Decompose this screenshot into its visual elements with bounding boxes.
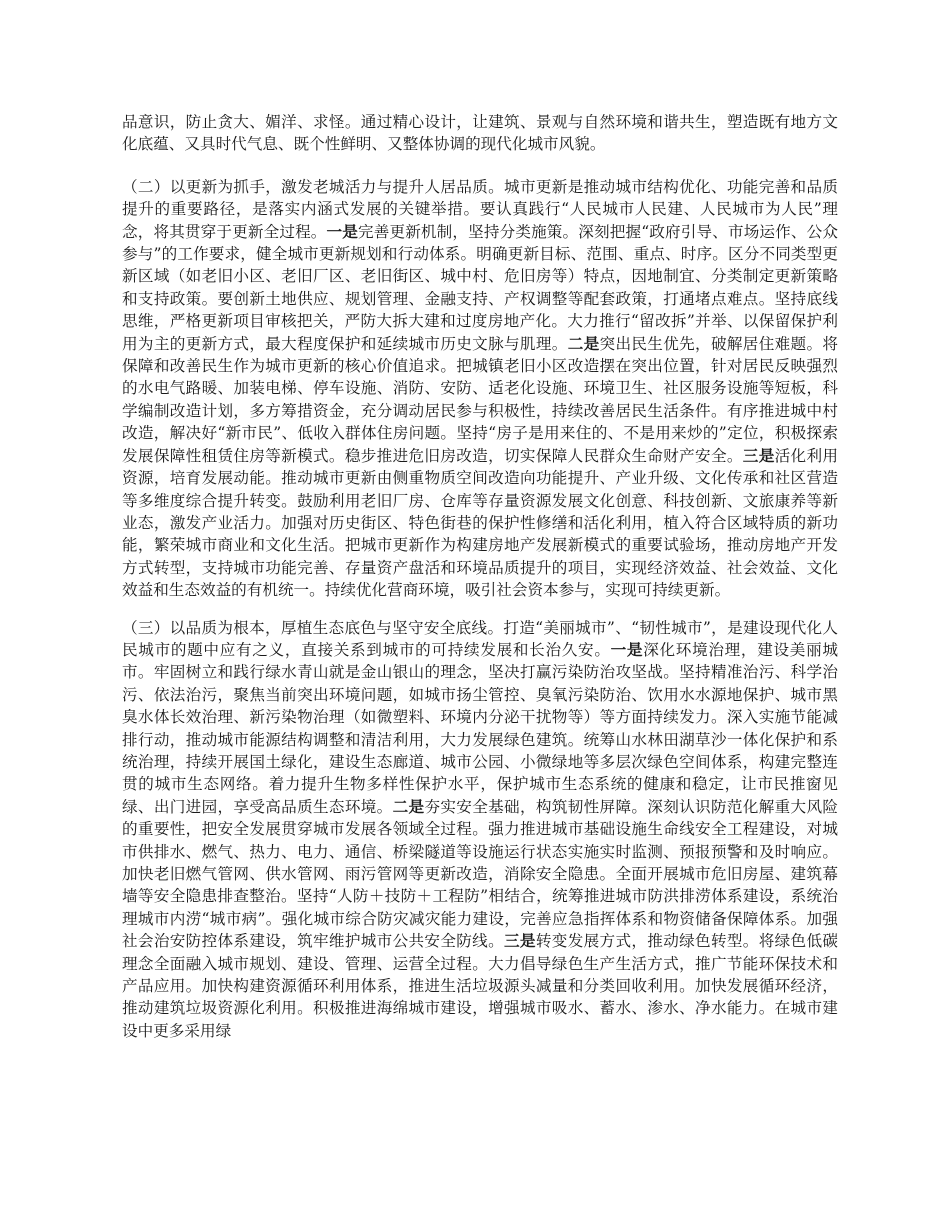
paragraph-intro-continuation <box>122 111 838 156</box>
text-segment: 转变发展方式，推动绿色转型。将绿色低碳理念全面融入城市规划、建设、管理、运营全过程。大力倡导绿色生产生活方式，推广节能环保技术和产品应用。加快构建资源循环利用体系，推进生活垃圾源头减量和分类回收利用。加快发展循环经济，推动建筑垃圾资源化利用。积极推进海绵城市建设，增强城市吸水、蓄水、渗水、净水能力。在城市建设中更多采用绿 <box>122 932 838 1040</box>
paragraph-section-3 <box>122 617 838 1043</box>
text-segment: （三）以品质为根本，厚植生态底色与坚守安全底线。打造“美丽城市”、“韧性城市”，是建设现代化人民城市的题中应有之义，直接关系到城市的可持续发展和长治久安。 <box>122 618 838 659</box>
text-segment: 突出民生优先，破解居住难题。将保障和改善民生作为城市更新的核心价值追求。把城镇老旧小区改造摆在突出位置，针对居民反映强烈的水电气路暖、加装电梯、停车设施、消防、安防、适老化设施、环境卫生、社区服务设施等短板，科学编制改造计划，多方筹措资金，充分调动居民参与积极性，持续改善居民生活条件。有序推进城中村改造，解决好“新市民”、低收入群体住房问题。坚持“房子是用来住的、不是用来炒的”定位，积极探索发展保障性租赁住房等新模式。稳步推进危旧房改造，切实保障人民群众生命财产安全。 <box>122 334 838 465</box>
bold-marker-third: 三是 <box>742 445 775 465</box>
text-segment: 品意识，防止贪大、媚洋、求怪。通过精心设计，让建筑、景观与自然环境和谐共生，塑造既有地方文化底蕴、又具时代气息、既个性鲜明、又整体协调的现代化城市风貌。 <box>122 113 838 154</box>
bold-marker-second: 二是 <box>567 333 600 353</box>
text-segment: 深化环境治理，建设美丽城市。牢固树立和践行绿水青山就是金山银山的理念，坚决打赢污染防治攻坚战。坚持精准治污、科学治污、依法治污，聚焦当前突出环境问题，如城市扬尘管控、臭氧污染防治、饮用水水源地保护、城市黑臭水体长效治理、新污染物治理（如微塑料、环境内分泌干扰物等）等方面持续发力。深入实施节能减排行动，推动城市能源结构调整和清洁利用，大力发展绿色建筑。统筹山水林田湖草沙一体化保护和系统治理，持续开展国土绿化，建设生态廊道、城市公园、小微绿地等多层次绿色空间体系，构建完整连贯的城市生态网络。着力提升生物多样性保护水平，保护城市生态系统的健康和稳定，让市民推窗见绿、出门进园，享受高品质生态环境。 <box>122 640 838 816</box>
text-segment: （二）以更新为抓手，激发老城活力与提升人居品质。城市更新是推动城市结构优化、功能完善和品质提升的重要路径，是落实内涵式发展的关键举措。要认真践行“人民城市人民建、人民城市为人民”理念，将其贯穿于更新全过程。 <box>122 177 838 241</box>
text-segment: 完善更新机制，坚持分类施策。深刻把握“政府引导、市场运作、公众参与”的工作要求，健全城市更新规划和行动体系。明确更新目标、范围、重点、时序。区分不同类型更新区域（如老旧小区、老旧厂区、老旧街区、城中村、危旧房等）特点，因地制宜、分类制定更新策略和支持政策。要创新土地供应、规划管理、金融支持、产权调整等配套政策，打通堵点难点。坚持底线思维，严格更新项目审核把关，严防大拆大建和过度房地产化。大力推行“留改拆”并举、以保留保护利用为主的更新方式，最大程度保护和延续城市历史文脉与肌理。 <box>122 222 838 353</box>
bold-marker-third: 三是 <box>504 931 536 951</box>
document-page <box>122 111 838 1057</box>
text-segment: 夯实安全基础，构筑韧性屏障。深刻认识防范化解重大风险的重要性，把安全发展贯穿城市发展各领域全过程。强力推进城市基础设施生命线安全工程建设，对城市供排水、燃气、热力、电力、通信、桥梁隧道等设施运行状态实施实时监测、预报预警和及时响应。加快老旧燃气管网、供水管网、雨污管网等更新改造，消除安全隐患。全面开展城市危旧房屋、建筑幕墙等安全隐患排查整治。坚持“人防＋技防＋工程防”相结合，统筹推进城市防洪排涝体系建设，系统治理城市内涝“城市病”。强化城市综合防灾减灾能力建设，完善应急指挥体系和物资储备保障体系。加强社会治安防控体系建设，筑牢维护城市公共安全防线。 <box>122 797 838 951</box>
bold-marker-second: 二是 <box>392 796 425 816</box>
bold-marker-first: 一是 <box>610 639 644 659</box>
paragraph-section-2 <box>122 176 838 602</box>
text-segment: 活化利用资源，培育发展动能。推动城市更新由侧重物质空间改造向功能提升、产业升级、文化传承和社区营造等多维度综合提升转变。鼓励利用老旧厂房、仓库等存量资源发展文化创意、科技创新、文旅康养等新业态，激发产业活力。加强对历史街区、特色街巷的保护性修缮和活化利用，植入符合区域特质的新功能，繁荣城市商业和文化生活。把城市更新作为构建房地产发展新模式的重要试验场，推动房地产开发方式转型，支持城市功能完善、存量资产盘活和环境品质提升的项目，实现经济效益、社会效益、文化效益和生态效益的有机统一。持续优化营商环境，吸引社会资本参与，实现可持续更新。 <box>122 446 838 600</box>
bold-marker-first: 一是 <box>326 221 358 241</box>
